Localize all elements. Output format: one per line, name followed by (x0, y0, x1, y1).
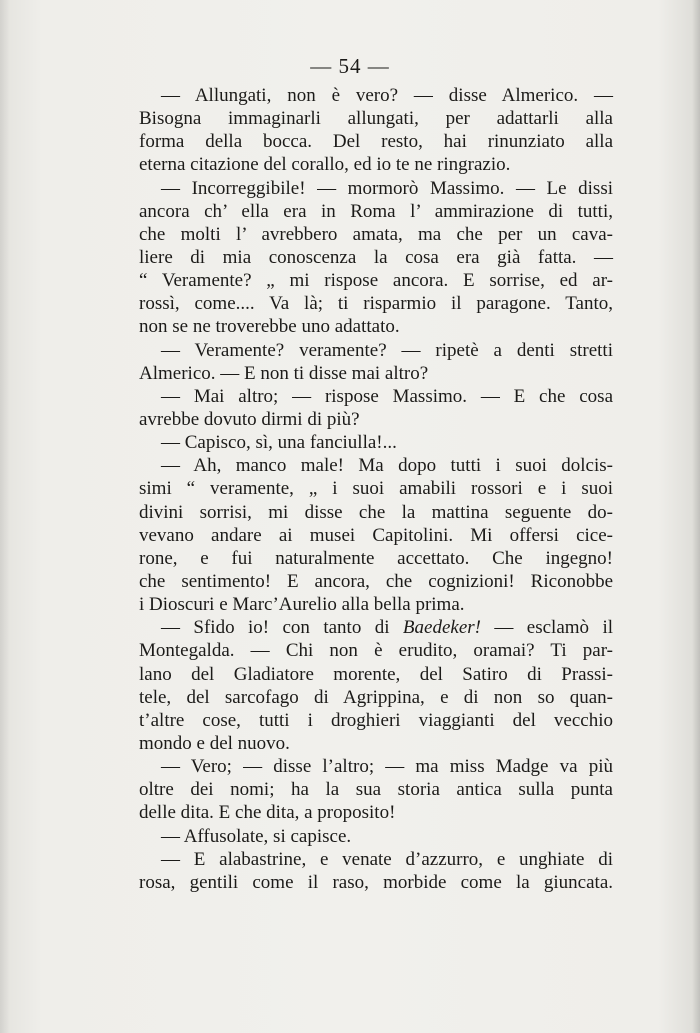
text-line-content: eterna citazione del corallo, ed io te ne ringrazio. (139, 154, 511, 176)
text-line-content: forma della bocca. Del resto, hai rinunziato alla (139, 131, 613, 153)
text-line (139, 524, 613, 547)
text-line-content: t’altre cose, tutti i droghieri viaggianti del vecchio (139, 709, 613, 731)
text-line-content: che molti l’ avrebbero amata, ma che per un cava- (139, 223, 613, 245)
text-line (139, 871, 613, 894)
text-line (139, 84, 613, 107)
text-line-content: rossì, come.... Va là; ti risparmio il paragone. Tanto, (139, 293, 613, 315)
text-line-content: — Mai altro; — rispose Massimo. — E che cosa (161, 385, 613, 407)
text-line (139, 177, 613, 200)
text-line-content: avrebbe dovuto dirmi di più? (139, 408, 360, 430)
text-line (139, 639, 613, 662)
text-line-content: — Capisco, sì, una fanciulla!... (161, 432, 397, 454)
text-line-content: vevano andare ai musei Capitolini. Mi offersi cice- (139, 524, 613, 546)
text-line (139, 547, 613, 570)
text-line (139, 200, 613, 223)
text-line (139, 801, 613, 824)
text-line-content: — E alabastrine, e venate d’azzurro, e unghiate di (161, 848, 613, 870)
text-line (139, 292, 613, 315)
text-line (139, 223, 613, 246)
text-line-content-continued: — esclamò il (480, 617, 614, 639)
text-line-content: Almerico. — E non ti disse mai altro? (139, 362, 429, 384)
text-line-content: “ Veramente? „ mi rispose ancora. E sorrise, ed ar- (139, 270, 613, 292)
text-line-content: non se ne troverebbe uno adattato. (139, 316, 400, 338)
text-line (139, 570, 613, 593)
text-line-content: rone, e fui naturalmente accettato. Che ingegno! (139, 547, 613, 569)
text-line (139, 269, 613, 292)
text-line (139, 732, 613, 755)
text-line (139, 663, 613, 686)
text-line-content: che sentimento! E ancora, che cognizioni! Riconobbe (139, 570, 613, 592)
text-line-content: i Dioscuri e Marc’Aurelio alla bella prima. (139, 594, 465, 616)
italic-title: Baedeker! (402, 617, 481, 639)
text-line (139, 825, 613, 848)
text-line (139, 107, 613, 130)
text-line-content: — Sfido io! con tanto di (161, 617, 403, 639)
text-line-content: liere di mia conoscenza la cosa era già fatta. — (139, 246, 613, 268)
text-line (139, 246, 613, 269)
text-line-content: mondo e del nuovo. (139, 732, 290, 754)
text-line-content: — Affusolate, si capisce. (161, 825, 352, 847)
text-line (139, 616, 613, 639)
text-line-content: tele, del sarcofago di Agrippina, e di non so quan- (139, 686, 613, 708)
text-line-content: Bisogna immaginarli allungati, per adattarli alla (139, 108, 613, 130)
text-line-content: simi “ veramente, „ i suoi amabili rossori e i suoi (139, 478, 613, 500)
text-line (139, 362, 613, 385)
text-line (139, 385, 613, 408)
text-line (139, 501, 613, 524)
text-line (139, 778, 613, 801)
page-number: — 54 — (310, 54, 390, 78)
text-line-content: delle dita. E che dita, a proposito! (139, 802, 396, 824)
text-line-content: — Vero; — disse l’altro; — ma miss Madge va più (161, 756, 613, 778)
text-line (139, 593, 613, 616)
text-line-content: lano del Gladiatore morente, del Satiro di Prassi- (139, 663, 613, 685)
text-line-content: divini sorrisi, mi disse che la mattina seguente do- (139, 501, 613, 523)
text-line-content: rosa, gentili come il raso, morbide come la giuncata. (139, 871, 613, 893)
text-line (139, 848, 613, 871)
text-line-content: — Incorreggibile! — mormorò Massimo. — Le dissi (161, 177, 613, 199)
text-line (139, 477, 613, 500)
text-line-content: — Allungati, non è vero? — disse Almerico. — (161, 85, 613, 106)
text-line (139, 339, 613, 362)
text-line-content: — Ah, manco male! Ma dopo tutti i suoi dolcis- (161, 455, 613, 477)
scan-shadow-left (0, 0, 10, 1033)
text-line (139, 315, 613, 338)
scan-shadow-right (692, 0, 700, 1033)
text-line (139, 153, 613, 176)
text-line (139, 755, 613, 778)
text-line-content: — Veramente? veramente? — ripetè a denti stretti (161, 339, 613, 361)
text-line (139, 431, 613, 454)
text-line (139, 709, 613, 732)
text-line (139, 686, 613, 709)
text-line-content: Montegalda. — Chi non è erudito, oramai? Ti par- (139, 640, 613, 662)
text-line-content: ancora ch’ ella era in Roma l’ ammirazione di tutti, (139, 200, 613, 222)
text-line (139, 130, 613, 153)
text-line-content: oltre dei nomi; ha la sua storia antica sulla punta (139, 779, 613, 801)
body-text (139, 84, 613, 894)
text-line (139, 454, 613, 477)
text-line (139, 408, 613, 431)
